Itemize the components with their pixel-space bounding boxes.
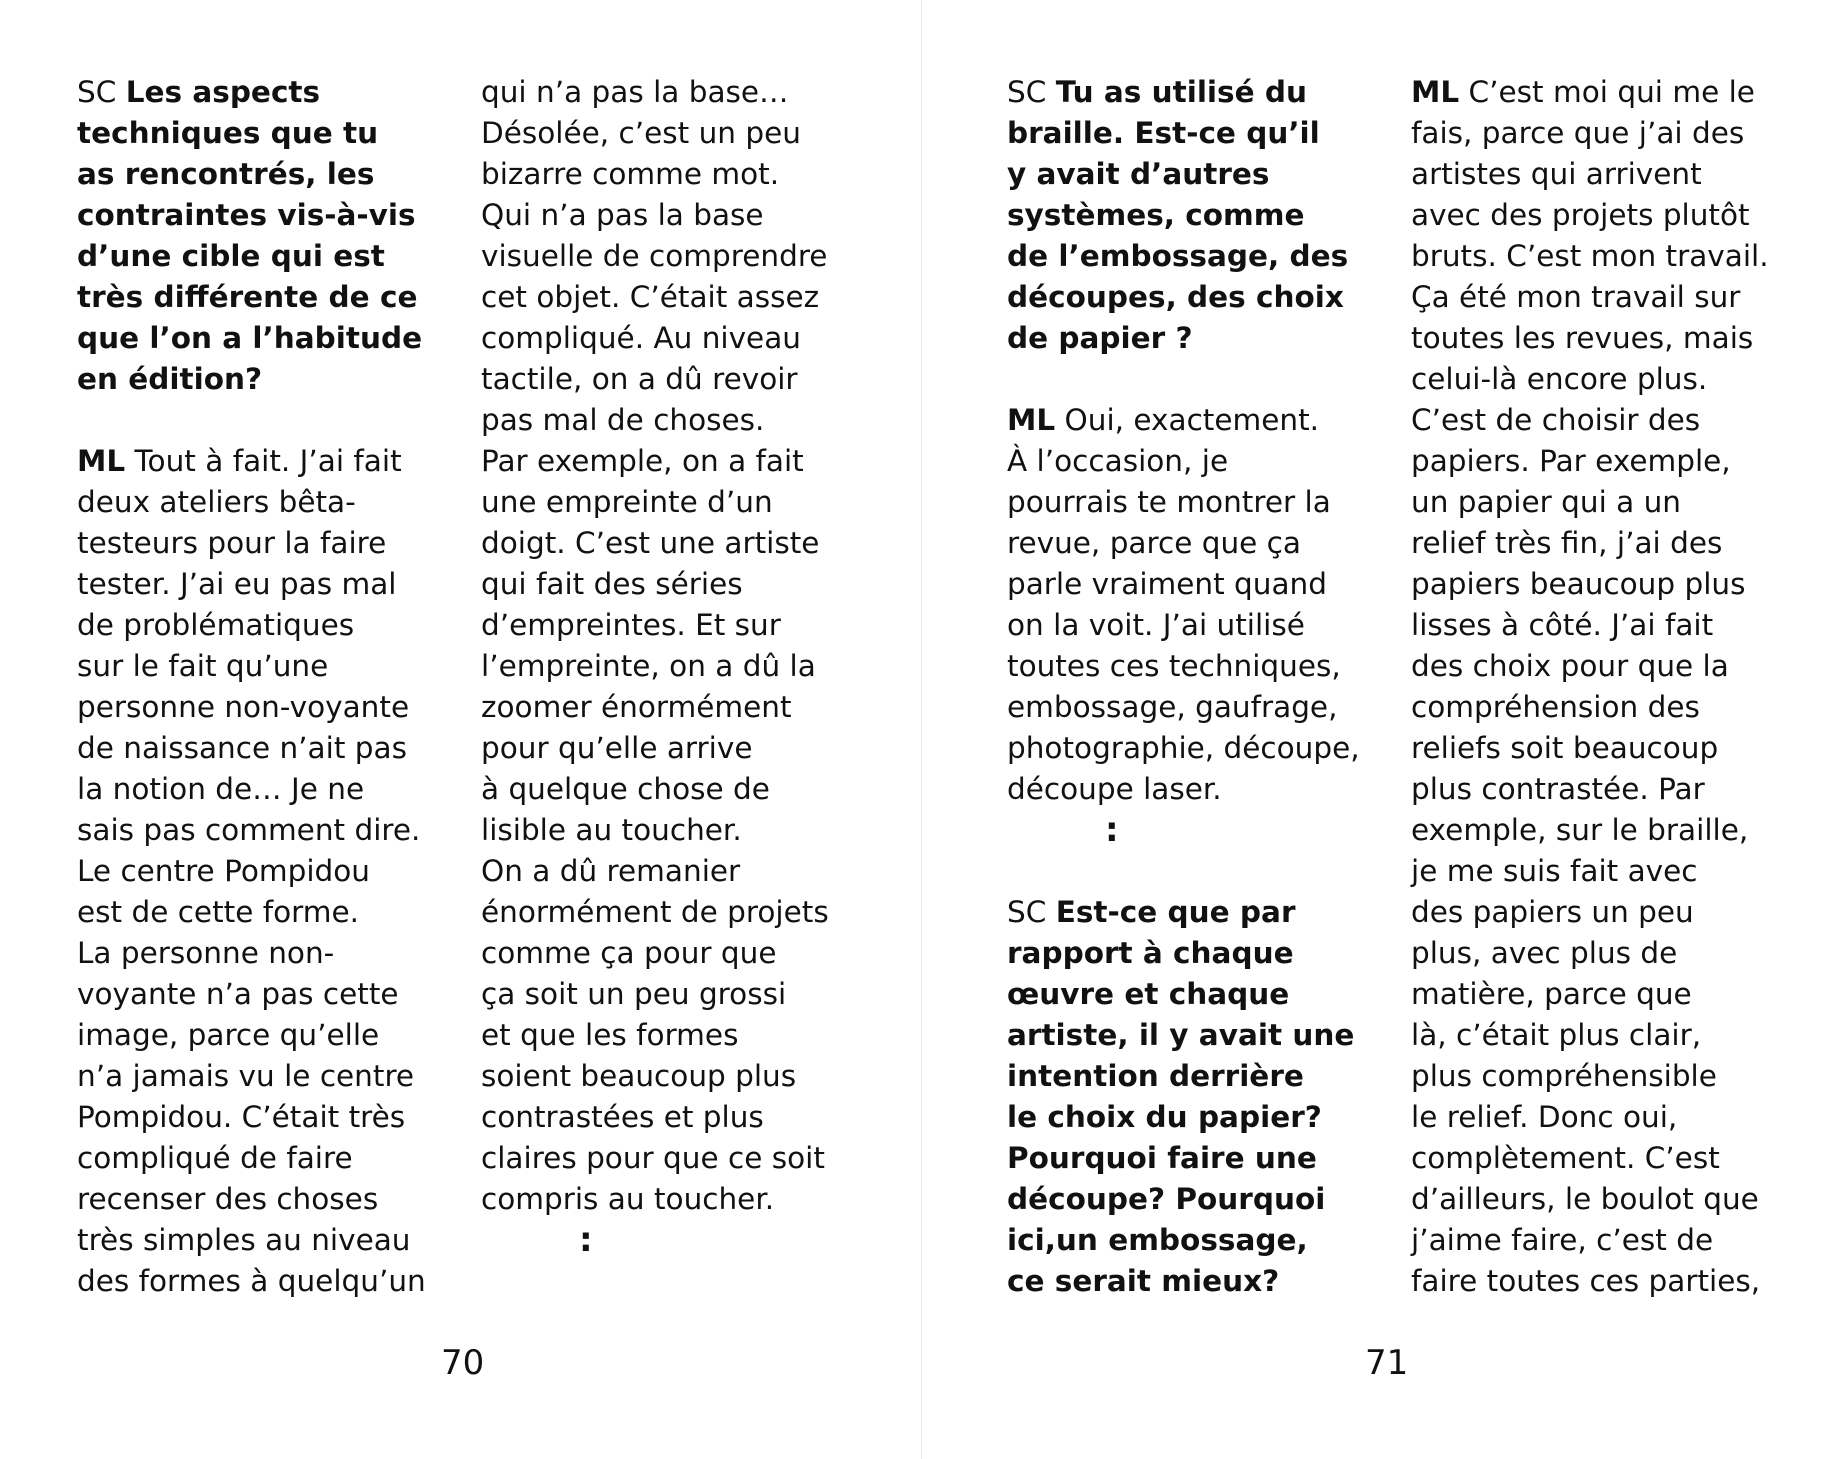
answer-line: plus contrastée. Par: [1411, 772, 1705, 806]
answer-line: contrastées et plus: [481, 1100, 764, 1134]
answer-line: celui-là encore plus.: [1411, 362, 1708, 396]
question-line: que l’on a l’habitude: [77, 321, 423, 355]
page-number-left: 70: [441, 1343, 485, 1383]
answer-line: ça soit un peu grossi: [481, 977, 787, 1011]
answer-line: soient beaucoup plus: [481, 1059, 797, 1093]
answer-line: tester. J’ai eu pas mal: [77, 567, 397, 601]
answer-line: n’a jamais vu le centre: [77, 1059, 415, 1093]
answer-line: qui fait des séries: [481, 567, 743, 601]
question-line: contraintes vis-à-vis: [77, 198, 416, 232]
speaker-initials: SC: [1007, 75, 1047, 109]
answer-line: bruts. C’est mon travail.: [1411, 239, 1769, 273]
answer-line: compliqué. Au niveau: [481, 321, 801, 355]
answer-line: [77, 441, 426, 482]
answer-line: testeurs pour la faire: [77, 526, 387, 560]
answer-line: on la voit. J’ai utilisé: [1007, 608, 1305, 642]
answer-line: On a dû remanier: [481, 854, 741, 888]
answer-line: deux ateliers bêta-: [77, 485, 356, 519]
answer-line: lisses à côté. J’ai fait: [1411, 608, 1714, 642]
answer-line: papiers beaucoup plus: [1411, 567, 1746, 601]
answer-line: pourrais te montrer la: [1007, 485, 1331, 519]
answer-text: C’est moi qui me le: [1468, 75, 1755, 109]
answer-line: zoomer énormément: [481, 690, 792, 724]
question-line: le choix du papier?: [1007, 1100, 1322, 1134]
question-line: artiste, il y avait une: [1007, 1018, 1355, 1052]
answer-line: La personne non-: [77, 936, 335, 970]
answer-text: Tout à fait. J’ai fait: [134, 444, 402, 478]
answer-line: fais, parce que j’ai des: [1411, 116, 1745, 150]
question-line: intention derrière: [1007, 1059, 1304, 1093]
answer-line: personne non-voyante: [77, 690, 410, 724]
question-text: Les aspects: [125, 75, 321, 109]
answer-line: plus compréhensible: [1411, 1059, 1717, 1093]
answer-line: Ça été mon travail sur: [1411, 280, 1741, 314]
answer-line: de problématiques: [77, 608, 355, 642]
answer-line: je me suis fait avec: [1411, 854, 1698, 888]
answer-line: est de cette forme.: [77, 895, 360, 929]
answer-line: bizarre comme mot.: [481, 157, 780, 191]
answer-line: photographie, découpe,: [1007, 731, 1360, 765]
answer-line: la notion de… Je ne: [77, 772, 365, 806]
right-page-column-2: [1411, 72, 1769, 1302]
answer-line: papiers. Par exemple,: [1411, 444, 1731, 478]
paragraph-gap: [1007, 851, 1360, 892]
answer-line: doigt. C’est une artiste: [481, 526, 820, 560]
page-number-right: 71: [1365, 1343, 1409, 1383]
question-line: ce serait mieux?: [1007, 1264, 1280, 1298]
question-line: découpes, des choix: [1007, 280, 1344, 314]
answer-line: [1007, 400, 1360, 441]
answer-line: d’empreintes. Et sur: [481, 608, 781, 642]
answer-line: embossage, gaufrage,: [1007, 690, 1338, 724]
answer-line: d’ailleurs, le boulot que: [1411, 1182, 1759, 1216]
answer-line: parle vraiment quand: [1007, 567, 1327, 601]
left-page-column-2: [481, 72, 829, 1261]
question-text: Est-ce que par: [1055, 895, 1296, 929]
question-line: systèmes, comme: [1007, 198, 1305, 232]
answer-line: le relief. Donc oui,: [1411, 1100, 1678, 1134]
question-line: techniques que tu: [77, 116, 379, 150]
answer-line: plus, avec plus de: [1411, 936, 1678, 970]
answer-line: image, parce qu’elle: [77, 1018, 380, 1052]
answer-line: j’aime faire, c’est de: [1411, 1223, 1714, 1257]
answer-line: qui n’a pas la base…: [481, 75, 789, 109]
answer-line: Qui n’a pas la base: [481, 198, 764, 232]
answer-line: artistes qui arrivent: [1411, 157, 1702, 191]
answer-text: Oui, exactement.: [1064, 403, 1320, 437]
question-line: y avait d’autres: [1007, 157, 1270, 191]
answer-line: claires pour que ce soit: [481, 1141, 825, 1175]
answer-line: un papier qui a un: [1411, 485, 1681, 519]
answer-line: Pompidou. C’était très: [77, 1100, 406, 1134]
question-line: Pourquoi faire une: [1007, 1141, 1317, 1175]
answer-line: Le centre Pompidou: [77, 854, 370, 888]
answer-line: tactile, on a dû revoir: [481, 362, 798, 396]
answer-line: des papiers un peu: [1411, 895, 1694, 929]
answer-line: revue, parce que ça: [1007, 526, 1301, 560]
answer-line: [1411, 72, 1769, 113]
section-separator: :: [1105, 810, 1119, 850]
answer-line: compréhension des: [1411, 690, 1700, 724]
speaker-initials: SC: [1007, 895, 1047, 929]
answer-line: faire toutes ces parties,: [1411, 1264, 1761, 1298]
question-text: Tu as utilisé du: [1055, 75, 1308, 109]
paragraph-gap: [77, 400, 426, 441]
speaker-initials: SC: [77, 75, 117, 109]
answer-line: reliefs soit beaucoup: [1411, 731, 1719, 765]
question-line: [1007, 892, 1360, 933]
answer-line: À l’occasion, je: [1007, 444, 1229, 478]
answer-line: pour qu’elle arrive: [481, 731, 753, 765]
answer-line: visuelle de comprendre: [481, 239, 828, 273]
answer-line: C’est de choisir des: [1411, 403, 1701, 437]
answer-line: à quelque chose de: [481, 772, 770, 806]
answer-line: découpe laser.: [1007, 772, 1222, 806]
section-separator: :: [579, 1220, 593, 1260]
answer-line: toutes ces techniques,: [1007, 649, 1341, 683]
left-page-column-1: [77, 72, 426, 1302]
question-line: de l’embossage, des: [1007, 239, 1349, 273]
page-gutter: [921, 0, 922, 1459]
speaker-initials: ML: [1411, 75, 1460, 109]
answer-line: matière, parce que: [1411, 977, 1692, 1011]
answer-line: des choix pour que la: [1411, 649, 1729, 683]
answer-line: Désolée, c’est un peu: [481, 116, 801, 150]
answer-line: pas mal de choses.: [481, 403, 765, 437]
question-line: d’une cible qui est: [77, 239, 385, 273]
answer-line: compris au toucher.: [481, 1182, 775, 1216]
question-line: ici,un embossage,: [1007, 1223, 1308, 1257]
question-line: as rencontrés, les: [77, 157, 375, 191]
question-line: de papier ?: [1007, 321, 1193, 355]
answer-line: compliqué de faire: [77, 1141, 353, 1175]
paragraph-gap: [1007, 359, 1360, 400]
question-line: [1007, 72, 1360, 113]
answer-line: énormément de projets: [481, 895, 829, 929]
answer-line: recenser des choses: [77, 1182, 379, 1216]
answer-line: sais pas comment dire.: [77, 813, 421, 847]
answer-line: lisible au toucher.: [481, 813, 742, 847]
answer-line: des formes à quelqu’un: [77, 1264, 426, 1298]
answer-line: voyante n’a pas cette: [77, 977, 399, 1011]
answer-line: de naissance n’ait pas: [77, 731, 407, 765]
question-line: [77, 72, 426, 113]
question-line: braille. Est-ce qu’il: [1007, 116, 1320, 150]
answer-line: toutes les revues, mais: [1411, 321, 1754, 355]
answer-line: avec des projets plutôt: [1411, 198, 1750, 232]
answer-line: comme ça pour que: [481, 936, 777, 970]
question-line: en édition?: [77, 362, 263, 396]
answer-line: complètement. C’est: [1411, 1141, 1720, 1175]
answer-line: une empreinte d’un: [481, 485, 773, 519]
answer-line: Par exemple, on a fait: [481, 444, 804, 478]
answer-line: relief très fin, j’ai des: [1411, 526, 1723, 560]
answer-line: là, c’était plus clair,: [1411, 1018, 1702, 1052]
question-line: très différente de ce: [77, 280, 418, 314]
speaker-initials: ML: [77, 444, 126, 478]
answer-line: cet objet. C’était assez: [481, 280, 820, 314]
answer-line: et que les formes: [481, 1018, 739, 1052]
speaker-initials: ML: [1007, 403, 1056, 437]
answer-line: très simples au niveau: [77, 1223, 411, 1257]
right-page-column-1: [1007, 72, 1360, 1302]
question-line: œuvre et chaque: [1007, 977, 1290, 1011]
question-line: rapport à chaque: [1007, 936, 1294, 970]
answer-line: sur le fait qu’une: [77, 649, 329, 683]
answer-line: l’empreinte, on a dû la: [481, 649, 816, 683]
question-line: découpe? Pourquoi: [1007, 1182, 1326, 1216]
answer-line: exemple, sur le braille,: [1411, 813, 1749, 847]
